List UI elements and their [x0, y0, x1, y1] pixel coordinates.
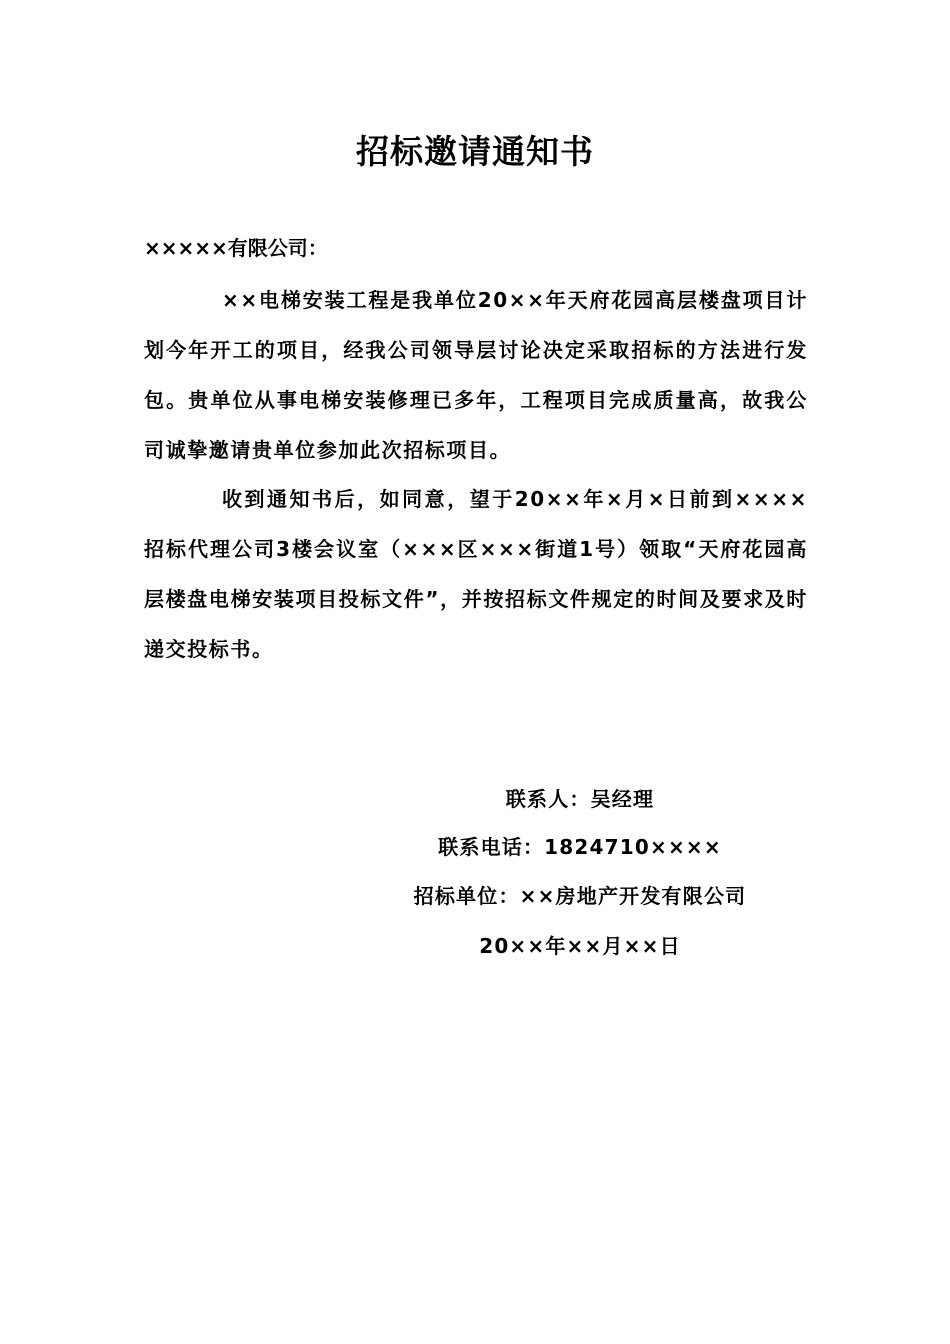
- signature-phone: 联系电话：1824710××××: [438, 835, 722, 859]
- signature-contact: 联系人：吴经理: [505, 787, 655, 811]
- signature-date: 20××年××月××日: [479, 934, 681, 958]
- salutation: ×××××有限公司：: [144, 236, 328, 260]
- body-paragraph-2: 收到通知书后，如同意，望于20××年×月×日前到××××招标代理公司3楼会议室（×××区×××街道1号）领取“天府花园高层楼盘电梯安装项目投标文件”，并按招标文件规定的时间及要求及时递交投标书。: [144, 487, 808, 661]
- body-paragraph-1: ××电梯安装工程是我单位20××年天府花园高层楼盘项目计划今年开工的项目，经我公司领导层讨论决定采取招标的方法进行发包。贵单位从事电梯安装修理已多年，工程项目完成质量高，故我公司诚挚邀请贵单位参加此次招标项目。: [144, 288, 808, 462]
- document-title: 招标邀请通知书: [356, 132, 594, 171]
- signature-unit: 招标单位：××房地产开发有限公司: [413, 884, 747, 908]
